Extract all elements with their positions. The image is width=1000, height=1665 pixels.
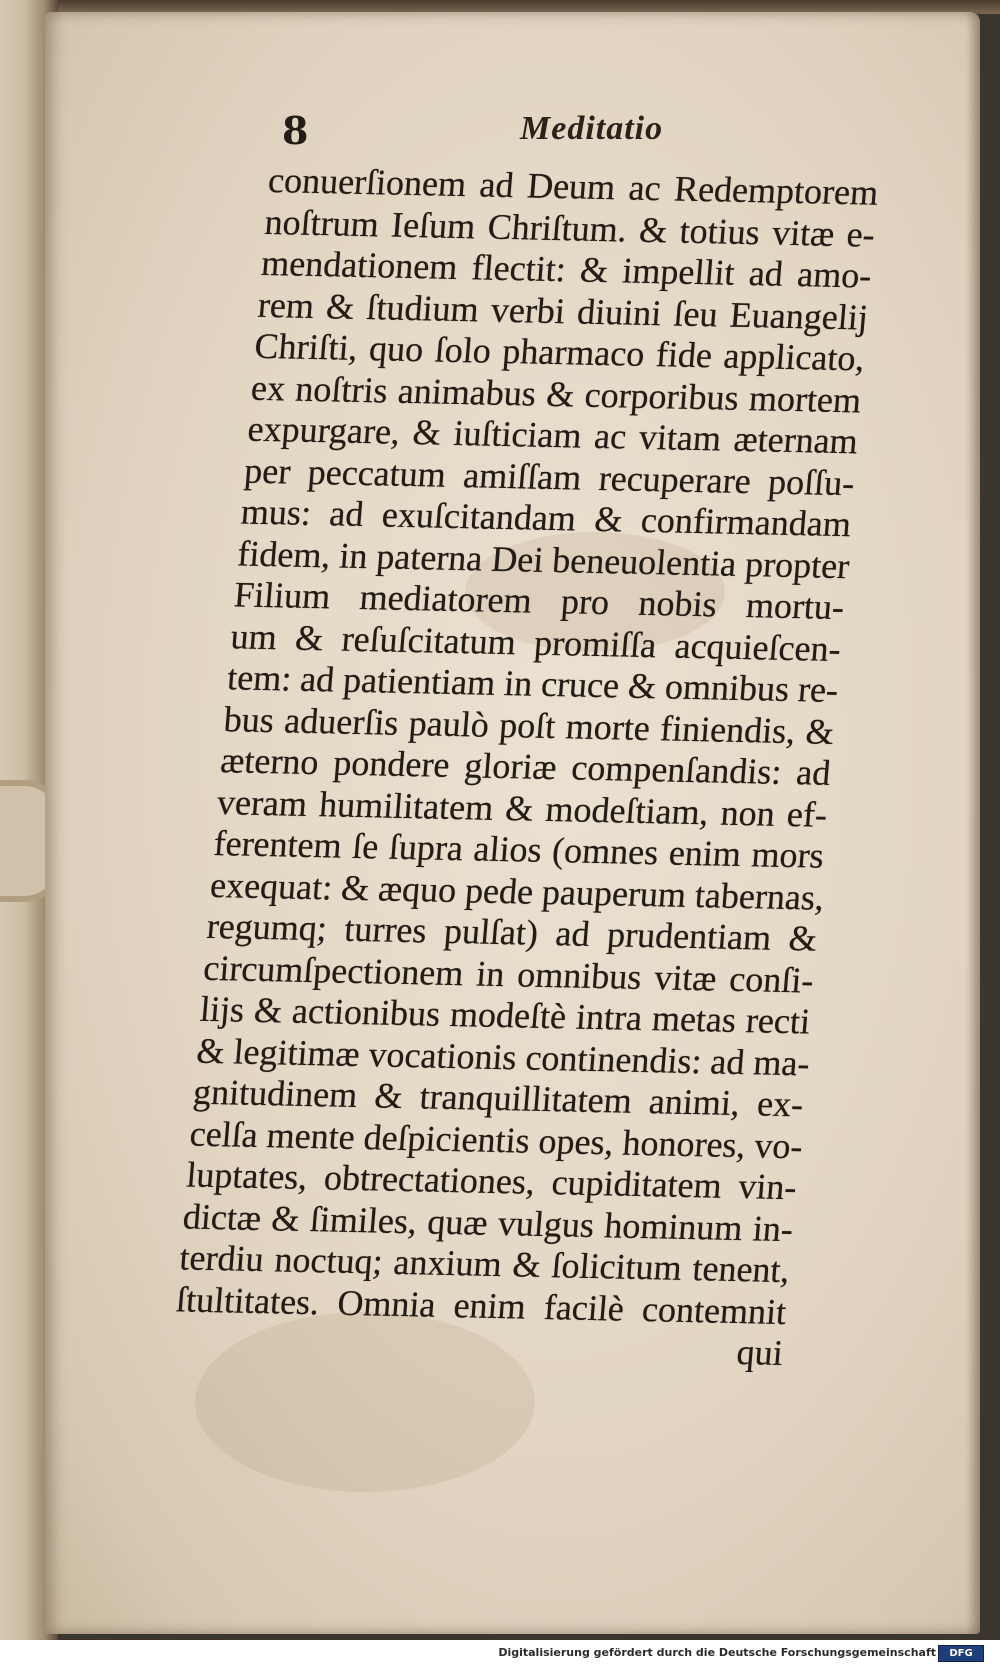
text-line: per peccatum amiſſam recuperare poſſu- bbox=[242, 450, 857, 503]
text-line: Chriſti, quo ſolo pharmaco fide applicato, bbox=[253, 325, 867, 379]
catchword: qui bbox=[735, 1332, 785, 1373]
text-line: circumſpectionem in omnibus vitæ conſi- bbox=[201, 947, 816, 1001]
funding-credit: Digitalisierung gefördert durch die Deutsche Forschungsgemeinschaft bbox=[498, 1646, 936, 1659]
text-line: luptates, obtrectationes, cupiditatem vin- bbox=[184, 1154, 799, 1208]
text-line: exequat: & æquo pede pauperum tabernas, bbox=[208, 864, 826, 918]
page-number: 8 bbox=[282, 108, 309, 153]
text-line: dictæ & ſimiles, quæ vulgus hominum in- bbox=[181, 1195, 795, 1249]
text-line: mendationem flectit: & impellit ad amo- bbox=[259, 242, 874, 296]
text-line: bus aduerſis paulò poſt morte finiendis, & bbox=[222, 698, 836, 752]
page-right-shadow bbox=[966, 12, 980, 1634]
text-line: um & reſuſcitatum promiſſa acquieſcen- bbox=[229, 615, 843, 669]
text-line: rem & ſtudium verbi diuini ſeu Euangelij bbox=[256, 284, 870, 338]
dfg-logo: DFG bbox=[938, 1645, 984, 1662]
text-line: celſa mente deſpicientis opes, honores, vo- bbox=[188, 1113, 805, 1166]
text-line: conuerſionem ad Deum ac Redemptorem bbox=[266, 160, 880, 213]
text-line: æterno pondere gloriæ compenſandis: ad bbox=[219, 740, 833, 793]
text-line: noſtrum Ieſum Chriſtum. & totius vitæ e- bbox=[263, 201, 877, 255]
text-line: ferentem ſe ſupra alios (omnes enim mors bbox=[212, 823, 826, 876]
text-line: & legitimæ vocationis continendis: ad ma- bbox=[195, 1030, 812, 1083]
body-text bbox=[171, 160, 880, 1374]
text-line: lijs & actionibus modeſtè intra metas recti bbox=[198, 988, 812, 1042]
text-line: ex noſtris animabus & corporibus mortem bbox=[249, 367, 863, 420]
text-line: ſtultitates. Omnia enim facilè contemnit bbox=[174, 1278, 788, 1332]
text-line: fidem, in paterna Dei beneuolentia propter bbox=[236, 532, 851, 586]
text-line: regumq; turres pulſat) ad prudentiam & bbox=[205, 905, 819, 959]
running-title: Meditatio bbox=[520, 110, 664, 147]
text-line: mus: ad exuſcitandam & confirmandam bbox=[239, 491, 853, 545]
text-line: veram humilitatem & modeſtiam, non ef- bbox=[215, 781, 829, 835]
text-line: Filium mediatorem pro nobis mortu- bbox=[232, 574, 846, 628]
text-line: gnitudinem & tranquillitatem animi, ex- bbox=[191, 1071, 805, 1125]
text-line: expurgare, & iuſticiam ac vitam æternam bbox=[246, 408, 860, 462]
page-header bbox=[230, 108, 750, 158]
text-line: terdiu noctuq; anxium & ſolicitum tenent, bbox=[178, 1237, 792, 1291]
text-line: tem: ad patientiam in cruce & omnibus re- bbox=[225, 657, 840, 710]
